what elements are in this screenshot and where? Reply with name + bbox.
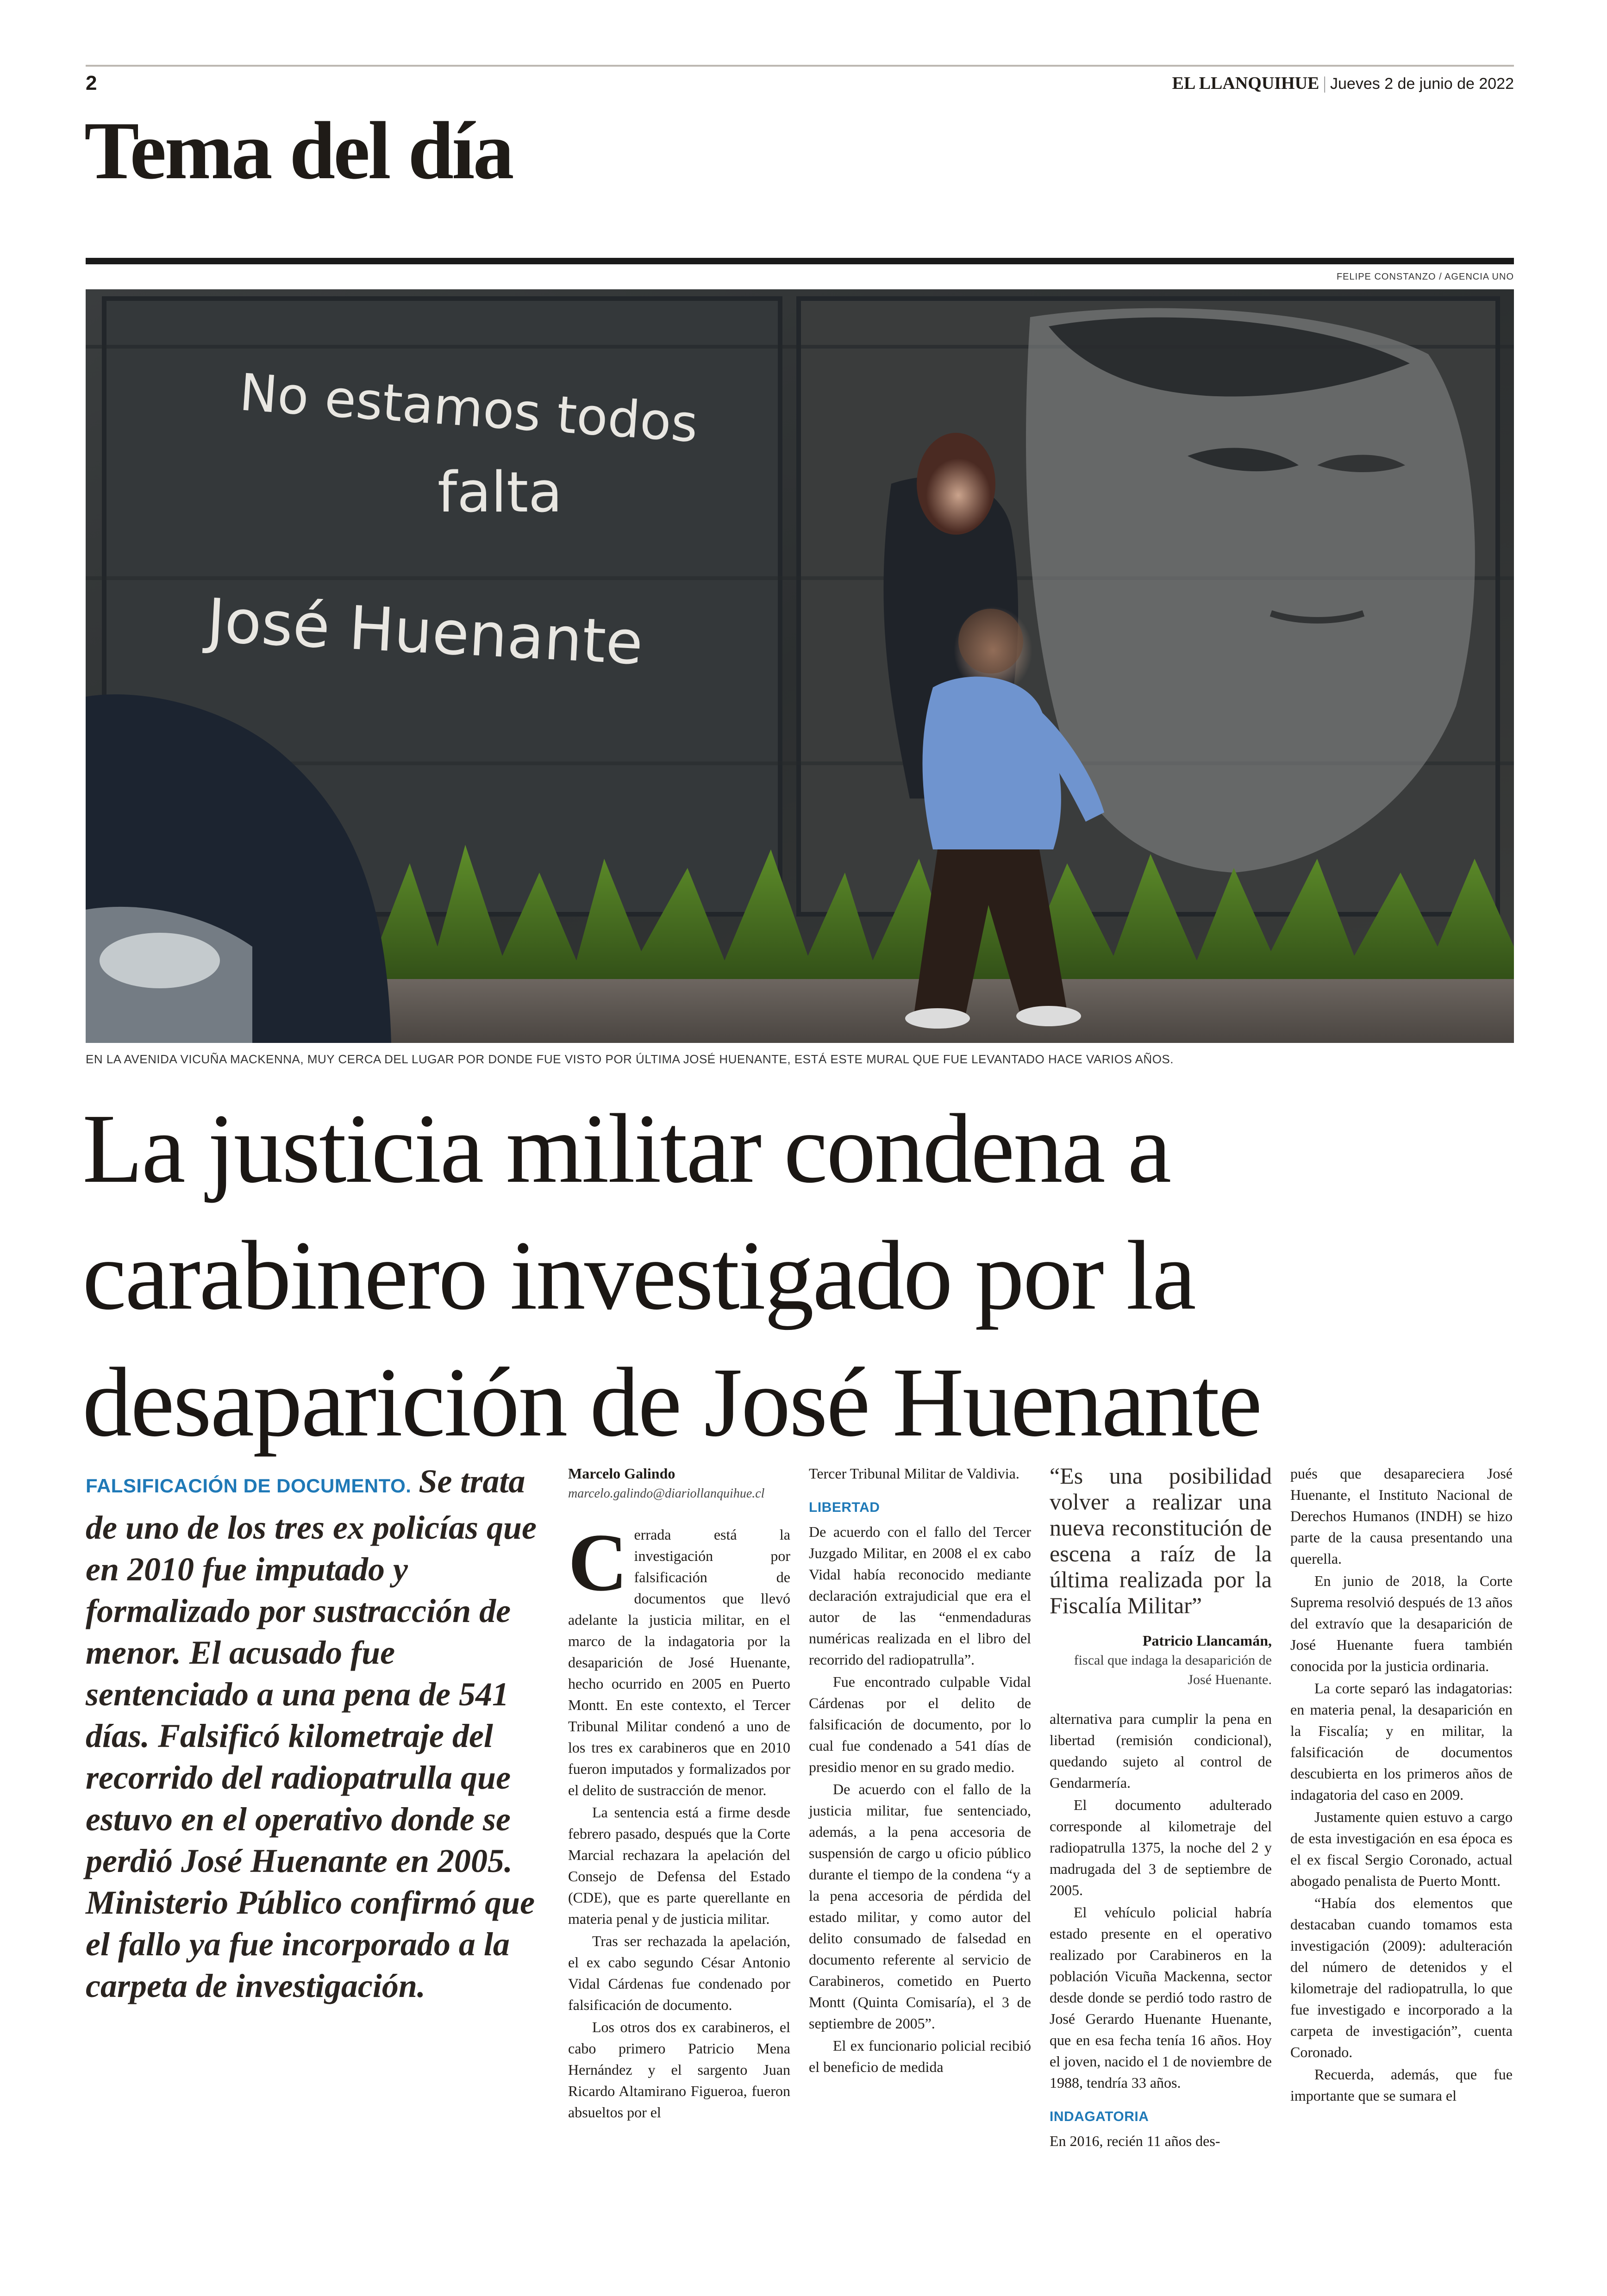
paragraph: Justamente quien estuvo a cargo de esta investigación en esa época es el ex fiscal Sergio Coronado, actual abogado penalista de Puerto Montt. [1290, 1809, 1513, 1889]
mural-text-line-3: José Huenante [205, 585, 645, 679]
article-column-3 [1050, 1463, 1272, 2152]
lead-summary [86, 1460, 563, 2007]
photo-caption: EN LA AVENIDA VICUÑA MACKENNA, MUY CERCA DEL LUGAR POR DONDE FUE VISTO POR ÚLTIMA JOSÉ HUENANTE, ESTÁ ESTE MURAL QUE FUE LEVANTADO HACE VARIOS AÑOS. [86, 1052, 1174, 1066]
paragraph: De acuerdo con el fallo de la justicia militar, fue sentenciado, además, a la pena accesoria de suspensión de cargo u oficio público durante el tiempo de la condena “y a la pena accesoria de pérdida del estado militar, y como autor del delito consumado de falsedad en documento referente al servicio de Carabineros, cometido en Puerto Montt (Quinta Comisaría), el 3 de septiembre de 2005”. [809, 1781, 1031, 2032]
paragraph: Fue encontrado culpable Vidal Cárdenas por el delito de falsificación de documento, por lo cual fue condenado a 541 días de presidio menor en su grado medio. [809, 1673, 1031, 1775]
section-rule [86, 258, 1514, 264]
headline [82, 1086, 1527, 1466]
paragraph: Tras ser rechazada la apelación, el ex cabo segundo César Antonio Vidal Cárdenas fue condenado por falsificación de documento. [568, 1933, 790, 2013]
paragraph: Los otros dos ex carabineros, el cabo primero Patricio Mena Hernández y el sargento Juan Ricardo Altamirano Figueroa, fueron absueltos por el [568, 2019, 790, 2121]
headline-line-1: La justicia militar condena a [82, 1094, 1170, 1204]
headline-line-2: carabinero investigado por la [82, 1221, 1195, 1330]
photo-credit: FELIPE CONSTANZO / AGENCIA UNO [1336, 272, 1514, 282]
section-title: Tema del día [84, 105, 513, 196]
paragraph: El vehículo policial habría estado presente en el operativo realizado por Carabineros en la población Vicuña Mackenna, sector desde donde se perdió todo rastro de José Gerardo Huenante Huenante, que en esa fecha tenía 16 años. Hoy el joven, nacido el 1 de noviembre de 1988, tendría 33 años. [1050, 1904, 1272, 2091]
quote-source-name: Patricio Llancamán, [1142, 1632, 1272, 1649]
paragraph: Tercer Tribunal Militar de Valdivia. [809, 1465, 1019, 1482]
mural-text-line-1: No estamos todos [238, 362, 700, 454]
headline-line-3: desaparición de José Huenante [82, 1348, 1261, 1457]
mural-text-line-2: falta [438, 461, 563, 525]
lead-kicker: FALSIFICACIÓN DE DOCUMENTO. [86, 1475, 412, 1497]
mural-photo [86, 289, 1514, 1043]
subhead-indagatoria: INDAGATORIA [1050, 2109, 1149, 2124]
quote-source-role: fiscal que indaga la desaparición de José Huenante. [1074, 1653, 1272, 1687]
paragraph: El documento adulterado corresponde al kilometraje del radiopatrulla 1375, la noche del 2 y madrugada del 3 de septiembre de 2005. [1050, 1797, 1272, 1898]
author-name: Marcelo Galindo [568, 1465, 675, 1482]
masthead-separator: | [1323, 74, 1327, 93]
article-column-4 [1290, 1463, 1513, 2107]
masthead [1172, 70, 1514, 97]
lead-text: Se trata de uno de los tres ex policías que en 2010 fue imputado y formalizado por sustracción de menor. El acusado fue sentenciado a una pena de 541 días. Falsificó kilometraje del recorrido del radiopatrulla que estuvo en el operativo donde se perdió José Huenante en 2005. Ministerio Público confirmó que el fallo ya fue incorporado a la carpeta de investigación. [86, 1463, 537, 2004]
paragraph: pués que desapareciera José Huenante, el Instituto Nacional de Derechos Humanos (INDH) se hizo parte de la causa presentando una querella. [1290, 1465, 1513, 1567]
paragraph-text: errada está la investigación por falsificación de documentos que llevó adelante la justicia militar, en el marco de la indagatoria por la desaparición de José Huenante, hecho ocurrido en 2005 en Puerto Montt. En este contexto, el Tercer Tribunal Militar condenó a uno de los tres ex carabineros que en 2010 fueron imputados y formalizados por el delito de sustracción de menor. [568, 1526, 790, 1798]
article-column-2 [809, 1463, 1031, 2078]
paragraph [568, 1516, 790, 1801]
paragraph: alternativa para cumplir la pena en libertad (remisión condicional), quedando sujeto al control de Gendarmería. [1050, 1710, 1272, 1791]
article-column-1 [568, 1463, 790, 2124]
top-rule [86, 65, 1514, 67]
paragraph: En 2016, recién 11 años des- [1050, 2133, 1220, 2149]
mural-photo-illustration [86, 289, 1514, 1043]
paragraph: “Había dos elementos que destacaban cuando tomamos esta investigación (2009): adulteración del número de detenidos y el kilometraje del radiopatrulla, lo que fue investigado e incorporado a la carpeta de investigación”, cuenta Coronado. [1290, 1895, 1513, 2060]
issue-date: Jueves 2 de junio de 2022 [1330, 75, 1514, 93]
paragraph: Recuerda, además, que fue importante que se sumara el [1290, 2066, 1513, 2104]
paper-name: EL LLANQUIHUE [1172, 74, 1319, 93]
subhead-libertad: LIBERTAD [809, 1500, 880, 1515]
page-number: 2 [86, 72, 97, 94]
paragraph: La sentencia está a firme desde febrero pasado, después que la Corte Marcial rechazara la apelación del Consejo de Defensa del Estado (CDE), que es parte querellante en materia penal y de justicia militar. [568, 1804, 790, 1927]
drop-cap: C [568, 1516, 628, 1608]
paragraph: De acuerdo con el fallo del Tercer Juzgado Militar, en 2008 el ex cabo Vidal había reconocido mediante declaración extrajudicial que era el autor de las “enmendaduras numéricas realizada en el libro del recorrido del radiopatrulla”. [809, 1523, 1031, 1668]
paragraph: El ex funcionario policial recibió el beneficio de medida [809, 2037, 1031, 2075]
author-email: marcelo.galindo@diariollanquihue.cl [568, 1486, 765, 1501]
pull-quote: “Es una posibilidad volver a realizar una nueva reconstitución de escena a raíz de la última realizada por la Fiscalía Militar” [1050, 1463, 1272, 1618]
paragraph: En junio de 2018, la Corte Suprema resolvió después de 13 años del extravío que la desaparición de José Huenante fuera también conocida por la justicia ordinaria. [1290, 1572, 1513, 1674]
paragraph: La corte separó las indagatorias: en materia penal, la desaparición en la Fiscalía; y en militar, la falsificación de documentos descubierta en los primeros años de indagatoria del caso en 2009. [1290, 1680, 1513, 1803]
